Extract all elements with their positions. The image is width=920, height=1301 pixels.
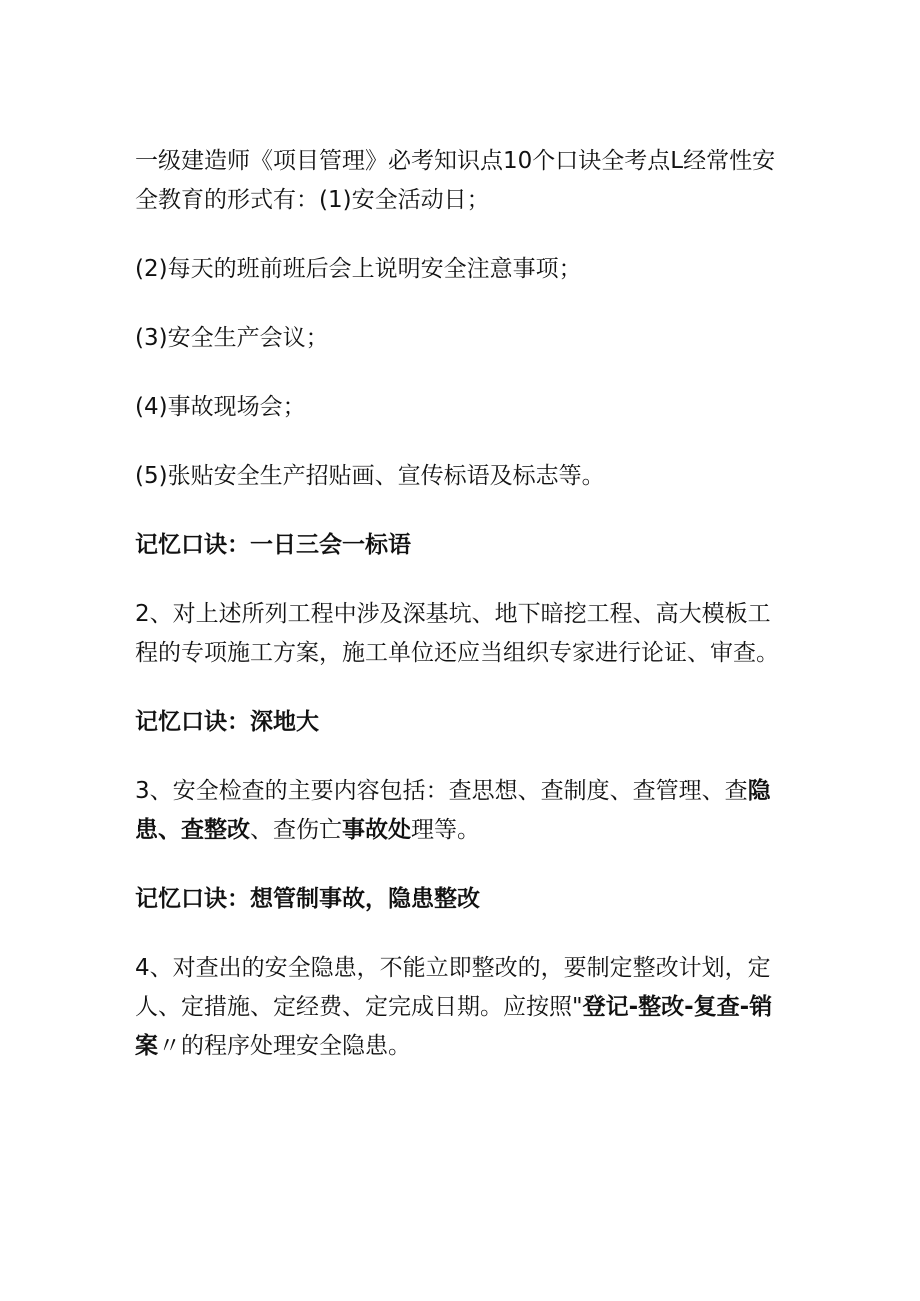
- point-3-text-4: 理等。: [411, 817, 480, 843]
- point-4-bold-1: 登记-整改-复查-销案: [135, 994, 773, 1059]
- point-3-bold-3: 事故处: [342, 817, 411, 843]
- paragraph-item-5: (5)张贴安全生产招贴画、宣传标语及标志等。: [135, 463, 605, 489]
- point-4-text-2: 〃的程序处理安全隐患。: [158, 1033, 411, 1059]
- point-3-bold-1: 隐患: [135, 778, 771, 843]
- point-3-text-3: 、查伤亡: [250, 817, 342, 843]
- point-3-bold-2: 查整改: [181, 817, 250, 843]
- paragraph-point-3: [135, 772, 780, 850]
- paragraph-item-2: (2)每天的班前班后会上说明安全注意事项；: [135, 256, 582, 282]
- mnemonic-3: 记忆口诀：想管制事故，隐患整改: [135, 886, 480, 912]
- mnemonic-2: 记忆口诀：深地大: [135, 709, 319, 735]
- point-3-text-1: 3、安全检查的主要内容包括：查思想、查制度、查管理、查: [135, 778, 748, 804]
- paragraph-point-4: [135, 949, 780, 1066]
- paragraph-intro: 一级建造师《项目管理》必考知识点10个口诀全考点L经常性安全教育的形式有：(1)安全活动日；: [135, 148, 776, 213]
- mnemonic-1: 记忆口诀：一日三会一标语: [135, 532, 411, 558]
- point-4-text-1: 4、对查出的安全隐患，不能立即整改的，要制定整改计划，定人、定措施、定经费、定完成日期。应按照": [135, 955, 771, 1020]
- point-3-text-2: 、: [158, 817, 181, 843]
- paragraph-point-2: 2、对上述所列工程中涉及深基坑、地下暗挖工程、高大模板工程的专项施工方案，施工单位还应当组织专家进行论证、审查。: [135, 601, 779, 666]
- paragraph-item-3: (3)安全生产会议；: [135, 325, 329, 351]
- paragraph-item-4: (4)事故现场会；: [135, 394, 306, 420]
